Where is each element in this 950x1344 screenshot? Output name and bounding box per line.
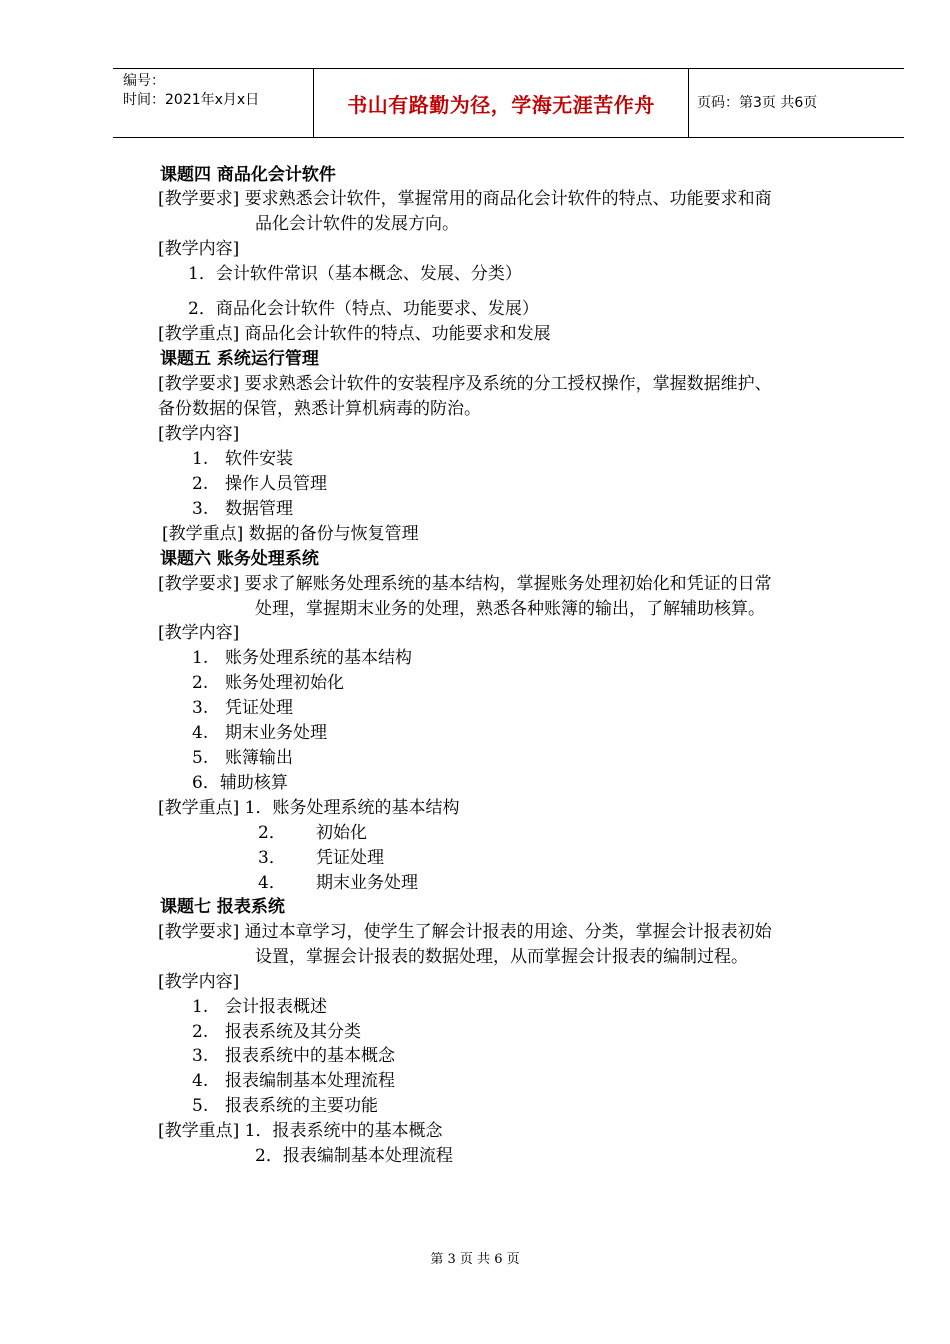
list-item [192, 747, 293, 769]
slogan: 书山有路勤为径，学海无涯苦作舟 [347, 92, 655, 117]
item-number: 2. [192, 1022, 209, 1042]
item-text: 报表系统的主要功能 [225, 1096, 378, 1116]
teaching-requirement-6: [教学要求] 要求了解账务处理系统的基本结构，掌握账务处理初始化和凭证的日常 [158, 574, 772, 594]
key-item [258, 872, 418, 894]
list-item [192, 473, 327, 495]
item-text: 报表编制基本处理流程 [225, 1071, 395, 1091]
teaching-requirement-5-cont: 备份数据的保管，熟悉计算机病毒的防治。 [158, 399, 481, 419]
teaching-requirement-4-cont: 品化会计软件的发展方向。 [255, 214, 459, 234]
list-item [192, 697, 293, 719]
page-footer: 第 3 页 共 6 页 [430, 1252, 520, 1267]
item-text: 凭证处理 [316, 848, 384, 868]
list-item [192, 1095, 378, 1117]
list-item [192, 498, 293, 520]
section-title-7: 课题七 报表系统 [160, 897, 285, 917]
item-number: 3． [258, 848, 286, 868]
key-item [258, 822, 367, 844]
teaching-key-6: [教学重点] 1．账务处理系统的基本结构 [158, 798, 460, 818]
item-text: 凭证处理 [225, 698, 293, 718]
teaching-content-label-7: [教学内容] [158, 972, 240, 992]
teaching-requirement-7-cont: 设置，掌握会计报表的数据处理，从而掌握会计报表的编制过程。 [255, 947, 748, 967]
item-number: 3. [192, 1046, 209, 1066]
teaching-requirement-5: [教学要求] 要求熟悉会计软件的安装程序及系统的分工授权操作，掌握数据维护、 [158, 374, 772, 394]
time-label: 时间：2021年x月x日 [123, 92, 260, 108]
item-text: 数据管理 [225, 499, 293, 519]
list-item [192, 722, 327, 744]
item-text: 账务处理初始化 [225, 673, 344, 693]
header-page-cell [688, 69, 904, 137]
list-item [192, 1021, 361, 1043]
item-number: 5. [192, 748, 209, 768]
list-item [192, 448, 293, 470]
key-item [258, 847, 384, 869]
teaching-key-4: [教学重点] 商品化会计软件的特点、功能要求和发展 [158, 324, 551, 344]
item-number: 1. [192, 997, 209, 1017]
item-text: 软件安装 [225, 449, 293, 469]
teaching-key-7: [教学重点] 1．报表系统中的基本概念 [158, 1121, 443, 1141]
item-text: 账簿输出 [225, 748, 293, 768]
list-item: 2．商品化会计软件（特点、功能要求、发展） [188, 299, 539, 319]
item-text: 报表系统及其分类 [225, 1022, 361, 1042]
serial-label: 编号： [123, 73, 165, 89]
item-text: 报表系统中的基本概念 [225, 1046, 395, 1066]
teaching-content-label-5: [教学内容] [158, 424, 240, 444]
item-number: 4. [192, 723, 209, 743]
section-title-6: 课题六 账务处理系统 [160, 549, 319, 569]
item-number: 3. [192, 698, 209, 718]
list-item [192, 672, 344, 694]
item-text: 账务处理系统的基本结构 [225, 648, 412, 668]
item-number: 4. [192, 1071, 209, 1091]
header-meta-cell [113, 69, 313, 137]
item-number: 1. [192, 449, 209, 469]
item-number: 4． [258, 873, 286, 893]
list-item [192, 647, 412, 669]
item-text: 初始化 [316, 823, 367, 843]
list-item [192, 1045, 395, 1067]
list-item: 1．会计软件常识（基本概念、发展、分类） [188, 264, 522, 284]
item-number: 3. [192, 499, 209, 519]
item-text: 操作人员管理 [225, 474, 327, 494]
teaching-key-5: [教学重点] 数据的备份与恢复管理 [162, 524, 419, 544]
list-item: 6．辅助核算 [192, 773, 288, 793]
teaching-content-label-6: [教学内容] [158, 623, 240, 643]
teaching-requirement-7: [教学要求] 通过本章学习，使学生了解会计报表的用途、分类，掌握会计报表初始 [158, 922, 772, 942]
key-item: 2．报表编制基本处理流程 [255, 1146, 453, 1166]
teaching-requirement-4: [教学要求] 要求熟悉会计软件，掌握常用的商品化会计软件的特点、功能要求和商 [158, 189, 772, 209]
list-item [192, 1070, 395, 1092]
item-number: 5. [192, 1096, 209, 1116]
item-text: 期末业务处理 [225, 723, 327, 743]
section-title-4: 课题四 商品化会计软件 [160, 165, 336, 185]
item-text: 会计报表概述 [225, 997, 327, 1017]
section-title-5: 课题五 系统运行管理 [160, 349, 319, 369]
item-number: 2． [258, 823, 286, 843]
teaching-content-label-4: [教学内容] [158, 239, 240, 259]
page-info: 页码：第3页 共6页 [697, 94, 818, 111]
document-header [113, 68, 904, 138]
item-number: 2. [192, 673, 209, 693]
header-slogan-cell [313, 69, 689, 137]
item-number: 2. [192, 474, 209, 494]
teaching-requirement-6-cont: 处理，掌握期末业务的处理，熟悉各种账簿的输出，了解辅助核算。 [255, 599, 765, 619]
item-number: 1. [192, 648, 209, 668]
list-item [192, 996, 327, 1018]
item-text: 期末业务处理 [316, 873, 418, 893]
